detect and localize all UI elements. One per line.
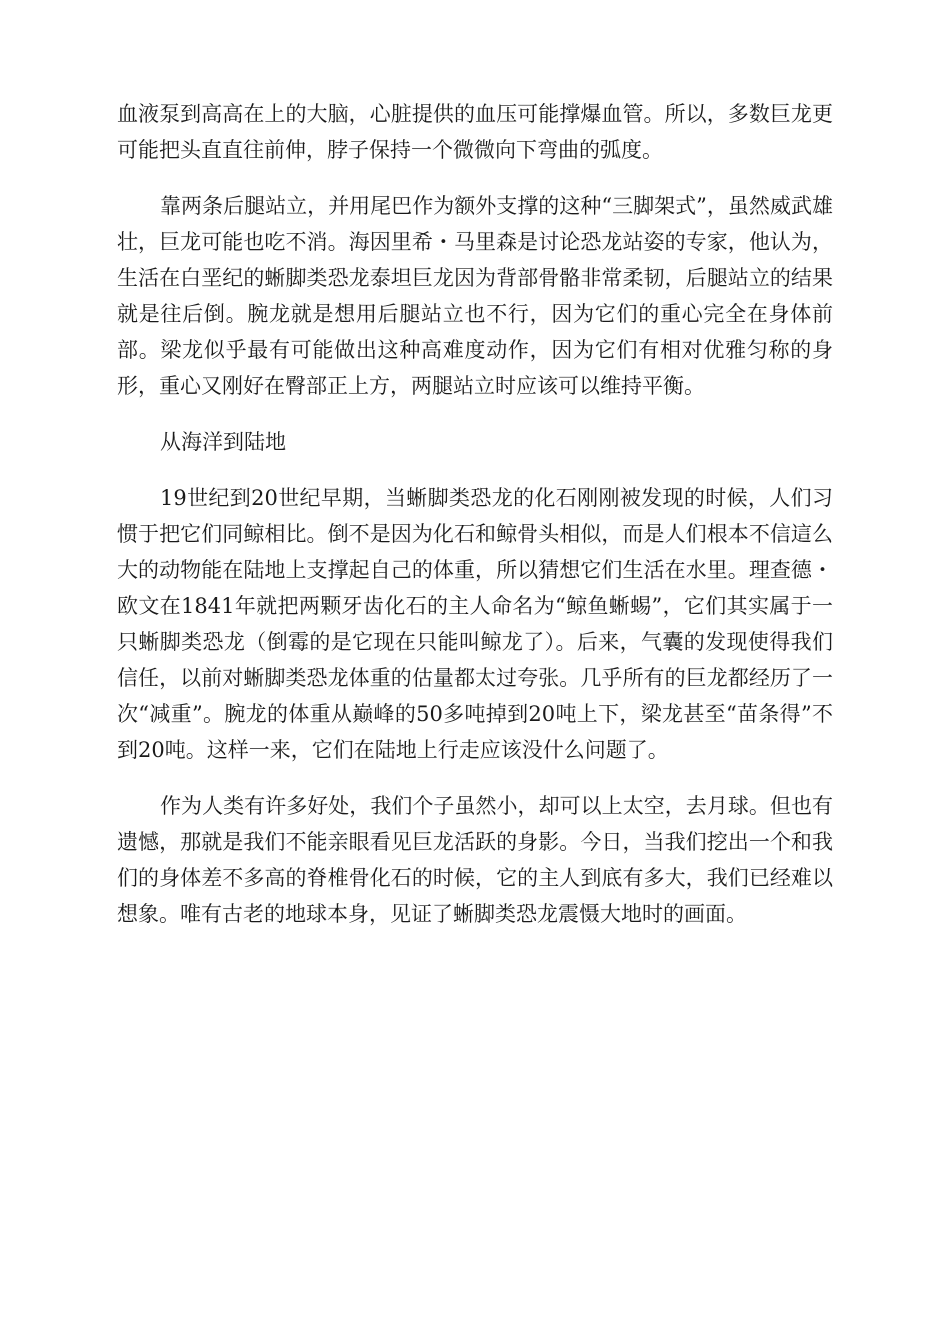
section-heading: 从海洋到陆地	[160, 430, 286, 454]
paragraph-whale-comparison: 19世纪到20世纪早期，当蜥脚类恐龙的化石刚刚被发现的时候，人们习惯于把它们同鲸相比。倒不是因为化石和鲸骨头相似，而是人们根本不信這么大的动物能在陆地上支撑起自己的体重，所以猜想它们生活在水里。理查德・欧文在1841年就把两颗牙齿化石的主人命名为“鲸鱼蜥蜴”，它们其实属于一只蜥脚类恐龙（倒霉的是它现在只能叫鲸龙了）。后来，气囊的发现使得我们信任，以前对蜥脚类恐龙体重的估量都太过夸张。几乎所有的巨龙都经历了一次“减重”。腕龙的体重从巅峰的50多吨掉到20吨上下，梁龙甚至“苗条得”不到20吨。这样一来，它们在陆地上行走应该没什么问题了。	[117, 486, 833, 762]
paragraph-conclusion: 作为人类有许多好处，我们个子虽然小，却可以上太空，去月球。但也有遗憾，那就是我们不能亲眼看见巨龙活跃的身影。今日，当我们挖出一个和我们的身体差不多高的脊椎骨化石的时候，它的主人到底有多大，我们已经难以想象。唯有古老的地球本身，见证了蜥脚类恐龙震慑大地时的画面。	[117, 794, 833, 926]
paragraph-tripod-stance: 靠两条后腿站立，并用尾巴作为额外支撑的这种“三脚架式”，虽然威武雄壮，巨龙可能也吃不消。海因里希・马里森是讨论恐龙站姿的专家，他认为，生活在白垩纪的蜥脚类恐龙泰坦巨龙因为背部骨骼非常柔韧，后腿站立的结果就是往后倒。腕龙就是想用后腿站立也不行，因为它们的重心完全在身体前部。梁龙似乎最有可能做出这种高难度动作，因为它们有相对优雅匀称的身形，重心又刚好在臀部正上方，两腿站立时应该可以维持平衡。	[117, 194, 833, 398]
paragraph-continued: 血液泵到高高在上的大脑，心脏提供的血压可能撑爆血管。所以，多数巨龙更可能把头直直往前伸，脖子保持一个微微向下弯曲的弧度。	[117, 102, 833, 162]
document-body	[117, 96, 833, 952]
